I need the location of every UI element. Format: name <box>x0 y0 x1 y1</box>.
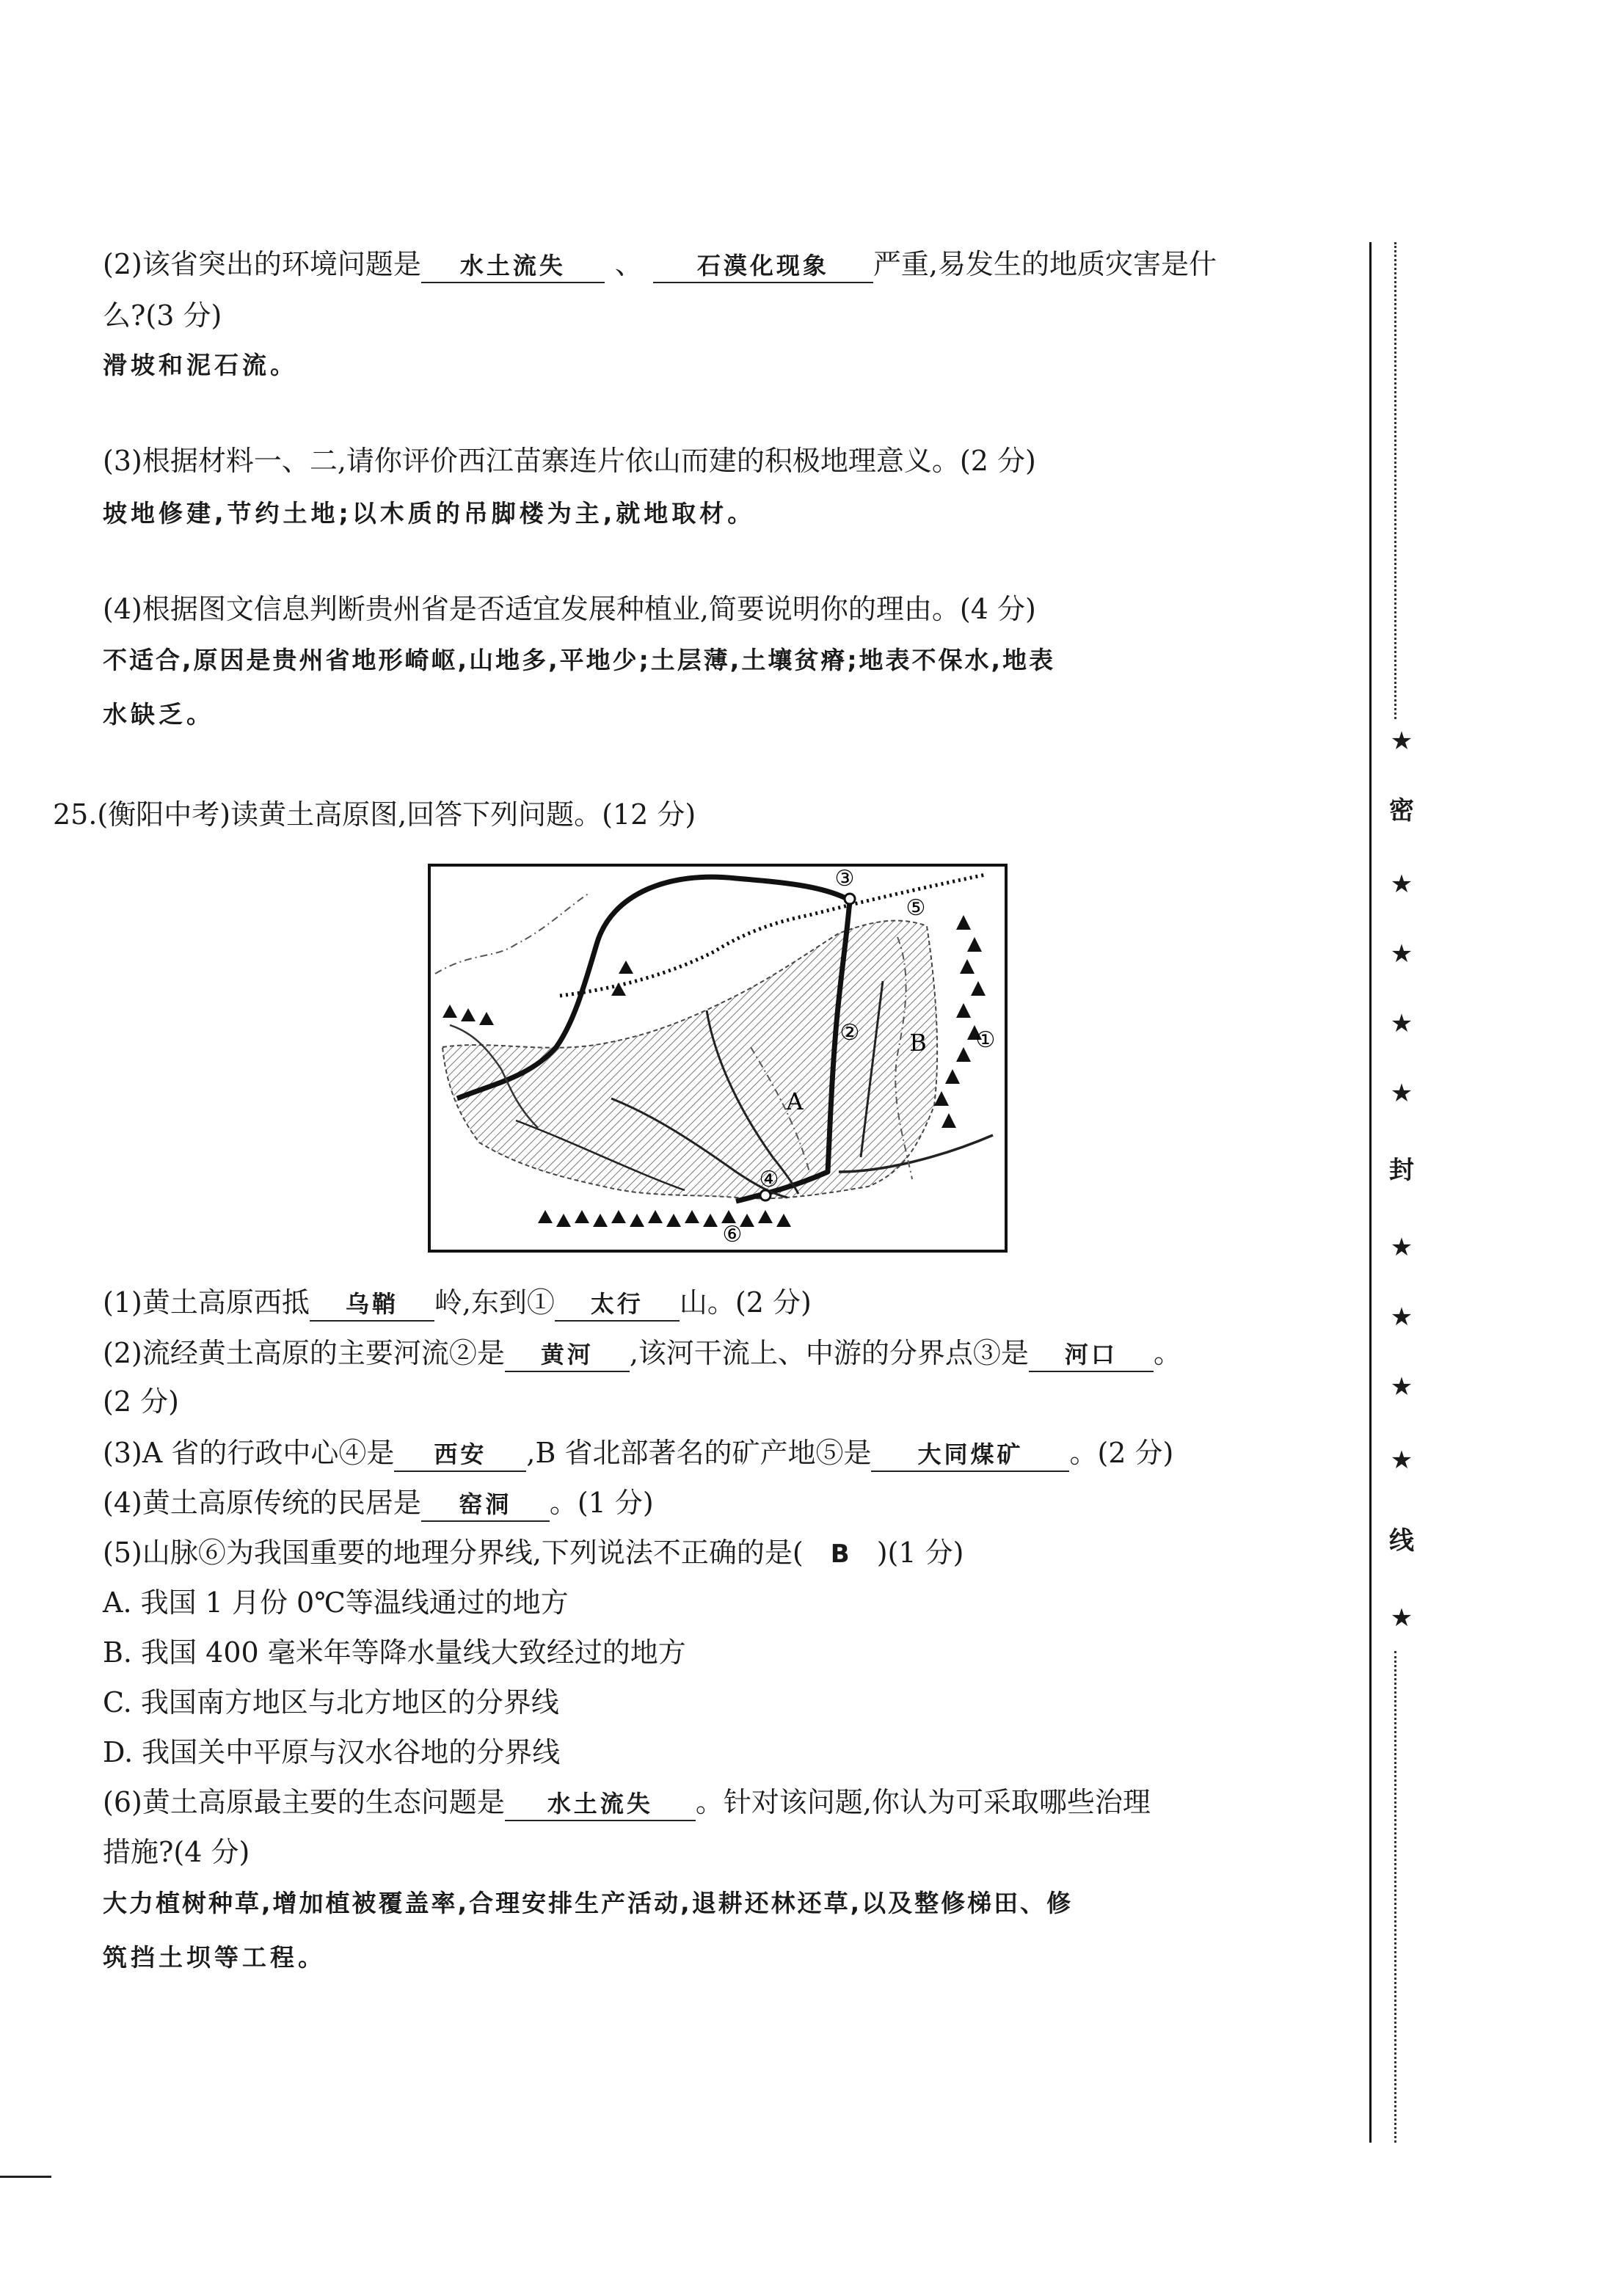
q25-p1-answer1: 乌鞘 <box>345 1290 398 1318</box>
star-icon: ★ <box>1390 1603 1413 1633</box>
q24-p2-line2: 么?(3 分) <box>103 299 222 332</box>
q25-p2-text-mid: ,该河干流上、中游的分界点③是 <box>629 1337 1029 1369</box>
binding-dotted-line-bottom <box>1394 1651 1396 2143</box>
binding-dotted-line-top <box>1394 242 1396 719</box>
q25-p1-answer2: 太行 <box>590 1290 644 1318</box>
corner-rule <box>0 2176 51 2178</box>
q25-p5-option-b: B. 我国 400 毫米年等降水量线大致经过的地方 <box>103 1636 686 1669</box>
q25-p2-text-tail: 。 <box>1153 1337 1181 1369</box>
q25-p1 <box>103 1280 812 1324</box>
map-label-B: B <box>909 1029 927 1057</box>
star-icon: ★ <box>1390 1079 1413 1108</box>
q25-p4-blank1 <box>421 1487 550 1522</box>
star-icon: ★ <box>1390 1372 1413 1402</box>
q25-p3-answer1: 西安 <box>434 1440 487 1468</box>
q24-p2-blank1 <box>421 248 605 283</box>
q25-p4-text-tail: 。(1 分) <box>549 1487 654 1519</box>
marker-3-point <box>845 894 855 904</box>
map-label-A: A <box>786 1087 804 1115</box>
q25-p5-option-c: C. 我国南方地区与北方地区的分界线 <box>103 1686 559 1719</box>
q25-p2-text: (2)流经黄土高原的主要河流②是 <box>103 1337 505 1369</box>
q25-p1-text: (1)黄土高原西抵 <box>103 1286 310 1319</box>
q25-p2-line2: (2 分) <box>103 1385 179 1418</box>
star-icon: ★ <box>1390 1233 1413 1262</box>
q25-p6-answer-line2: 筑挡土坝等工程。 <box>103 1943 326 1972</box>
q24-p4-answer-line2: 水缺乏。 <box>103 700 214 729</box>
q25-p6-text: (6)黄土高原最主要的生态问题是 <box>103 1786 505 1818</box>
q24-p2-text: (2)该省突出的环境问题是 <box>103 248 421 280</box>
q25-p5-option-d: D. 我国关中平原与汉水谷地的分界线 <box>103 1736 561 1768</box>
binding-solid-line <box>1369 242 1372 2143</box>
q25-p3-text-mid: ,B 省北部著名的矿产地⑤是 <box>526 1437 872 1469</box>
q25-p3-answer2: 大同煤矿 <box>917 1440 1024 1468</box>
q25-p3-blank2 <box>871 1437 1069 1472</box>
q25-p2-blank2 <box>1029 1337 1154 1372</box>
q25-p3-blank1 <box>394 1437 526 1472</box>
loess-plateau-map <box>428 864 1008 1253</box>
q24-p2-answer1: 水土流失 <box>459 252 566 280</box>
q25-p6-answer1: 水土流失 <box>547 1790 653 1818</box>
q25-p2 <box>103 1331 1181 1375</box>
q24-p3-answer: 坡地修建,节约土地;以木质的吊脚楼为主,就地取材。 <box>103 499 756 528</box>
q24-p2-text-tail: 严重,易发生的地质灾害是什 <box>873 248 1217 280</box>
q25-p4 <box>103 1481 654 1525</box>
q25-p4-text: (4)黄土高原传统的民居是 <box>103 1487 421 1519</box>
q25-p5-text-tail: )(1 分) <box>876 1537 964 1569</box>
q24-p2-answer: 滑坡和泥石流。 <box>103 351 298 379</box>
q24-p3-question: (3)根据材料一、二,请你评价西江苗寨连片依山而建的积极地理意义。(2 分) <box>103 445 1036 477</box>
star-icon: ★ <box>1390 726 1413 756</box>
map-label-3: ③ <box>834 866 855 892</box>
map-label-1: ① <box>975 1027 996 1053</box>
q24-p2-separator: 、 <box>614 248 643 280</box>
q25-p6-blank1 <box>505 1786 696 1821</box>
star-icon: ★ <box>1390 1009 1413 1038</box>
q24-p2-answer2: 石漠化现象 <box>696 252 829 280</box>
map-label-4: ④ <box>759 1167 779 1192</box>
q25-p3 <box>103 1431 1173 1475</box>
q25-p2-blank1 <box>505 1337 630 1372</box>
q25-p5-choice-answer: B <box>830 1539 850 1569</box>
q25-p1-blank1 <box>310 1286 434 1322</box>
q25-p6 <box>103 1780 1151 1824</box>
q25-p1-text-mid: 岭,东到① <box>434 1286 555 1319</box>
star-icon: ★ <box>1390 939 1413 969</box>
star-icon: ★ <box>1390 870 1413 899</box>
star-icon: ★ <box>1390 1446 1413 1475</box>
seal-char-feng: 封 <box>1389 1156 1414 1185</box>
q25-p1-text-tail: 山。(2 分) <box>679 1286 812 1319</box>
q24-p2-blank2 <box>653 248 873 283</box>
binding-margin <box>1365 242 1438 2143</box>
q25-p5-text: (5)山脉⑥为我国重要的地理分界线,下列说法不正确的是( <box>103 1537 804 1569</box>
star-icon: ★ <box>1390 1302 1413 1332</box>
q25-p6-text-tail: 。针对该问题,你认为可采取哪些治理 <box>695 1786 1151 1818</box>
q25-p2-answer2: 河口 <box>1064 1341 1118 1369</box>
q24-p2-line1 <box>103 242 1217 286</box>
map-label-6: ⑥ <box>722 1222 743 1247</box>
seal-char-mi: 密 <box>1389 796 1414 826</box>
q25-p5 <box>103 1531 964 1576</box>
q25-p3-text: (3)A 省的行政中心④是 <box>103 1437 395 1469</box>
q25-p4-answer1: 窑洞 <box>459 1490 512 1518</box>
q25-p6-answer-line1: 大力植树种草,增加植被覆盖率,合理安排生产活动,退耕还林还草,以及整修梯田、修 <box>103 1889 1074 1917</box>
q24-p4-answer-line1: 不适合,原因是贵州省地形崎岖,山地多,平地少;土层薄,土壤贫瘠;地表不保水,地表 <box>103 646 1056 674</box>
q24-p4-question: (4)根据图文信息判断贵州省是否适宜发展种植业,简要说明你的理由。(4 分) <box>103 593 1036 625</box>
q25-p6-line2: 措施?(4 分) <box>103 1836 250 1868</box>
q25-p3-text-tail: 。(2 分) <box>1069 1437 1174 1469</box>
map-label-2: ② <box>839 1020 860 1046</box>
seal-char-xian: 线 <box>1389 1526 1414 1556</box>
q25-header: 25.(衡阳中考)读黄土高原图,回答下列问题。(12 分) <box>53 798 696 831</box>
q25-p1-blank2 <box>555 1286 680 1322</box>
q25-p2-answer1: 黄河 <box>540 1341 594 1369</box>
q25-p5-option-a: A. 我国 1 月份 0℃等温线通过的地方 <box>103 1586 569 1619</box>
map-label-5: ⑤ <box>906 895 926 921</box>
